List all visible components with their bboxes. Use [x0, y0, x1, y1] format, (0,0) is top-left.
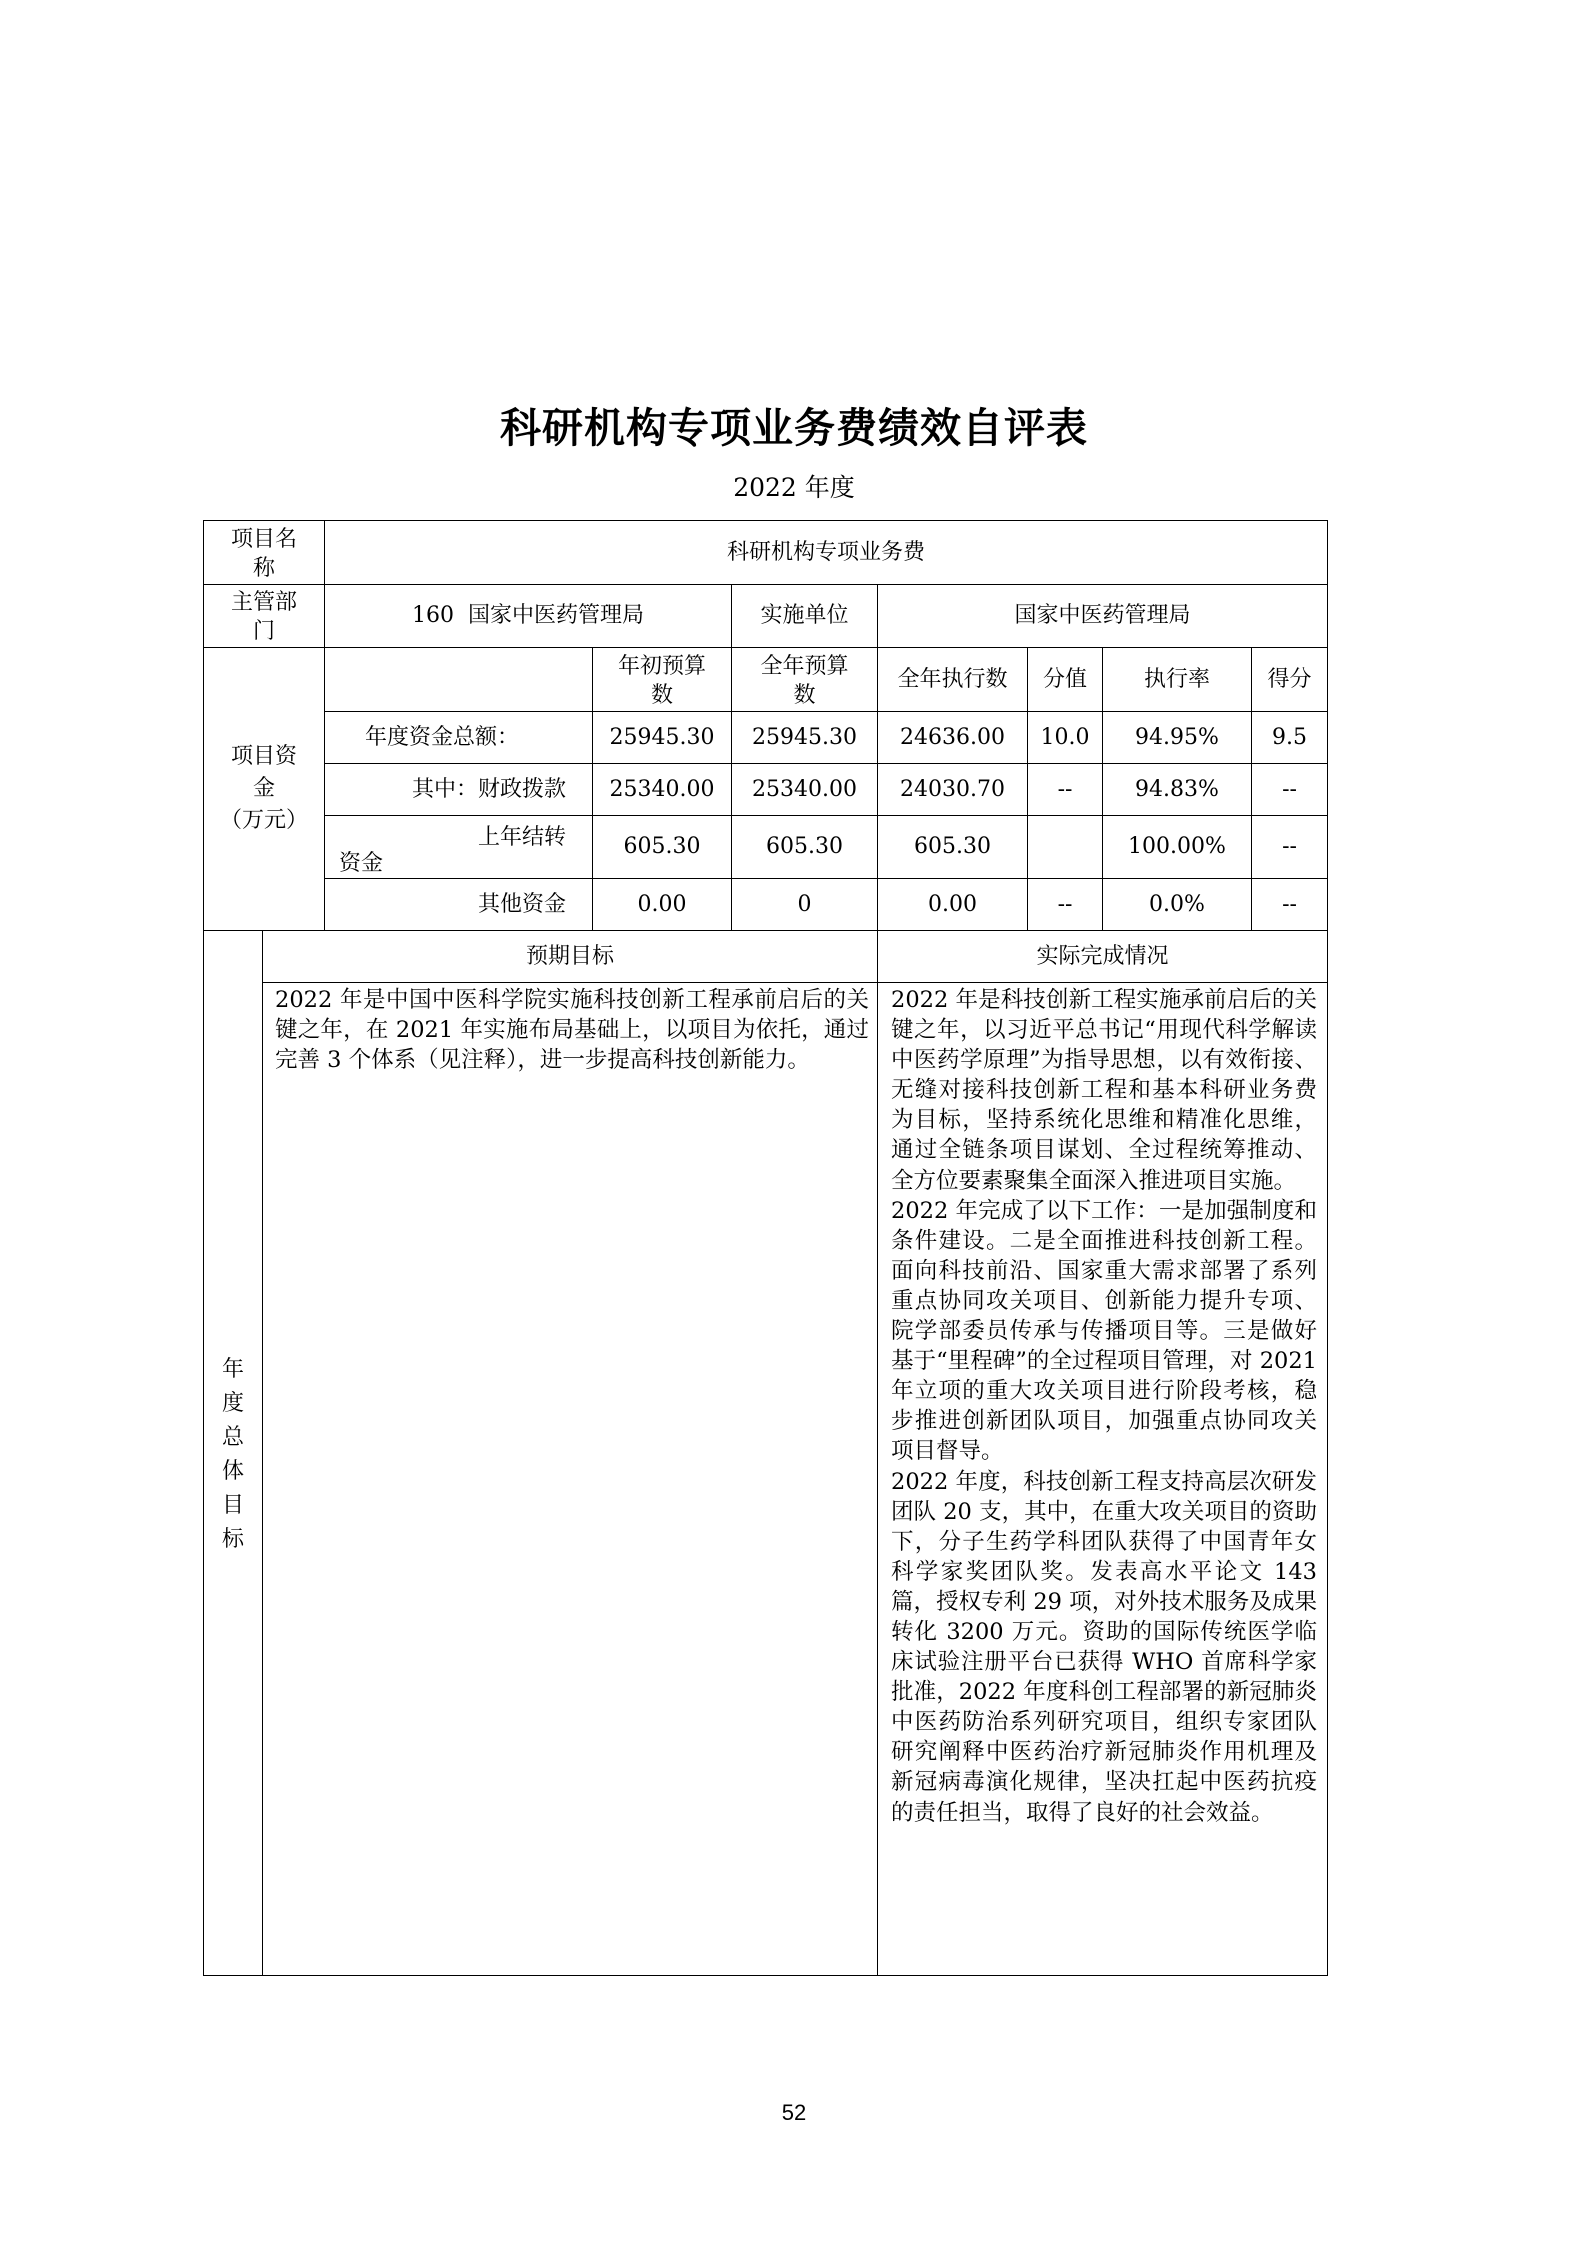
row-carryover-executed-value: 605.30	[914, 834, 991, 859]
header-initial-budget-line2: 数	[650, 682, 673, 708]
header-initial-budget-line1: 年初预算	[617, 653, 706, 679]
dept-value	[324, 584, 732, 648]
actual-result-paragraph-2: 2022 年完成了以下工作：一是加强制度和条件建设。二是全面推进科技创新工程。面向科技前沿、国家重大需求部署了系列重点协同攻关项目、创新能力提升专项、院学部委员传承与传播项目等。三是做好基于“里程碑”的全过程项目管理，对 2021 年立项的重大攻关项目进行阶段考核，稳步推进创新团队项目，加强重点协同攻关项目督导。	[891, 1197, 1317, 1465]
funds-label-line2: 金	[252, 776, 275, 801]
header-rate-text: 执行率	[1143, 666, 1210, 692]
project-name-value	[324, 520, 1328, 585]
expected-goal-header	[262, 930, 878, 983]
goals-side-char: 体	[221, 1459, 244, 1484]
row-fiscal-score-value	[1027, 763, 1103, 816]
row-total-executed	[877, 711, 1028, 764]
project-name-label-line2: 称	[252, 555, 275, 581]
header-annual-budget	[731, 647, 878, 712]
row-carryover-label-line2: 资金	[339, 851, 384, 876]
row-other-label-text: 其他资金	[477, 891, 566, 917]
impl-value-text: 国家中医药管理局	[1014, 603, 1191, 628]
actual-result-header-text: 实际完成情况	[1036, 943, 1169, 969]
header-rate	[1102, 647, 1252, 712]
impl-label	[731, 584, 878, 648]
dept-label	[203, 584, 325, 648]
row-fiscal-initial-value: 25340.00	[609, 776, 715, 802]
actual-result-header	[877, 930, 1328, 983]
row-fiscal-rate-value: 94.83%	[1135, 776, 1219, 802]
row-other-score-text: --	[1282, 891, 1297, 917]
project-name-label-line1: 项目名	[230, 526, 297, 552]
row-total-score-value-text: 10.0	[1040, 724, 1090, 750]
actual-result-text	[891, 985, 1317, 1828]
row-total-rate	[1102, 711, 1252, 764]
expected-goal-cell	[262, 982, 878, 1976]
header-score-text: 得分	[1267, 666, 1312, 692]
row-fiscal-label-text: 其中：财政拨款	[411, 776, 566, 802]
row-carryover-label	[324, 815, 593, 879]
document-title: 科研机构专项业务费绩效自评表	[500, 404, 1088, 452]
row-total-score	[1251, 711, 1328, 764]
goals-side-char: 标	[221, 1527, 244, 1552]
row-other-label	[324, 878, 593, 931]
impl-label-text: 实施单位	[760, 603, 849, 628]
row-other-score-value-text: --	[1057, 891, 1073, 917]
row-other-initial	[592, 878, 732, 931]
row-carryover-label-line1: 上年结转	[477, 825, 566, 850]
header-executed-text: 全年执行数	[897, 666, 1008, 692]
row-other-rate-value: 0.0%	[1149, 891, 1205, 917]
row-fiscal-score-text: --	[1282, 776, 1297, 802]
row-total-label	[324, 711, 593, 764]
row-carryover-initial	[592, 815, 732, 879]
dept-value-text: 160 国家中医药管理局	[412, 603, 644, 628]
row-total-annual-value: 25945.30	[752, 724, 857, 750]
expected-goal-paragraph: 2022 年是中国中医科学院实施科技创新工程承前启后的关键之年，在 2021 年实施布局基础上，以项目为依托，通过完善 3 个体系（见注释），进一步提高科技创新能力。	[275, 987, 869, 1074]
row-carryover-rate-value: 100.00%	[1128, 834, 1226, 859]
row-carryover-annual	[731, 815, 878, 879]
row-other-executed-value: 0.00	[928, 891, 977, 917]
funds-label-line1: 项目资	[230, 744, 297, 769]
goals-side-char: 总	[221, 1425, 244, 1450]
actual-result-paragraph-1: 2022 年是科技创新工程实施承前启后的关键之年，以习近平总书记“用现代科学解读中医药学原理”为指导思想，以有效衔接、无缝对接科技创新工程和基本科研业务费为目标，坚持系统化思维和精准化思维，通过全链条项目谋划、全过程统筹推动、全方位要素聚集全面深入推进项目实施。	[891, 987, 1317, 1194]
header-annual-budget-line1: 全年预算	[760, 653, 849, 679]
header-annual-budget-line2: 数	[793, 682, 816, 708]
row-fiscal-score	[1251, 763, 1328, 816]
row-other-annual	[731, 878, 878, 931]
page-number: 52	[781, 2100, 807, 2125]
row-other-score-value	[1027, 878, 1103, 931]
dept-label-line2: 门	[252, 619, 275, 644]
goals-side-char: 度	[221, 1391, 244, 1416]
row-carryover-score-value	[1027, 815, 1103, 879]
project-name-text: 科研机构专项业务费	[726, 539, 925, 565]
header-executed	[877, 647, 1028, 712]
row-fiscal-executed-value: 24030.70	[900, 776, 1005, 802]
row-fiscal-annual	[731, 763, 878, 816]
row-other-executed	[877, 878, 1028, 931]
row-fiscal-annual-value: 25340.00	[752, 776, 857, 802]
row-carryover-rate	[1102, 815, 1252, 879]
row-fiscal-label	[324, 763, 593, 816]
funds-label-line3: （万元）	[219, 808, 308, 833]
dept-label-line1: 主管部	[230, 590, 297, 615]
row-fiscal-initial	[592, 763, 732, 816]
goals-side-char: 目	[221, 1493, 244, 1518]
actual-result-paragraph-3: 2022 年度，科技创新工程支持高层次研发团队 20 支，其中，在重大攻关项目的资助下，分子生药学科团队获得了中国青年女科学家奖团队奖。发表高水平论文 143 篇，授权专利 29 项，对外技术服务及成果转化 3200 万元。资助的国际传统医学临床试验注册平台已获得 WHO 首席科学家批准，2022 年度科创工程部署的新冠肺炎中医药防治系列研究项目，组织专家团队研究阐释中医药治疗新冠肺炎作用机理及新冠病毒演化规律，坚决扛起中医药抗疫的责任担当，取得了良好的社会效益。	[891, 1468, 1317, 1826]
header-score-value	[1027, 647, 1103, 712]
row-fiscal-rate	[1102, 763, 1252, 816]
row-carryover-executed	[877, 815, 1028, 879]
row-other-score	[1251, 878, 1328, 931]
row-other-initial-value: 0.00	[637, 891, 687, 917]
header-initial-budget	[592, 647, 732, 712]
header-score	[1251, 647, 1328, 712]
row-other-rate	[1102, 878, 1252, 931]
row-total-annual	[731, 711, 878, 764]
row-total-score-text: 9.5	[1272, 724, 1307, 750]
row-carryover-initial-value: 605.30	[623, 834, 701, 859]
row-total-score-value	[1027, 711, 1103, 764]
project-name-label	[203, 520, 325, 585]
row-other-annual-value: 0	[797, 891, 812, 917]
row-fiscal-score-value-text: --	[1057, 776, 1073, 802]
row-carryover-annual-value: 605.30	[766, 834, 843, 859]
row-carryover-score	[1251, 815, 1328, 879]
row-carryover-score-text: --	[1282, 834, 1297, 859]
row-total-initial-value: 25945.30	[609, 724, 715, 750]
impl-value	[877, 584, 1328, 648]
row-fiscal-executed	[877, 763, 1028, 816]
header-score-value-text: 分值	[1042, 666, 1087, 692]
goals-side-char: 年	[221, 1357, 244, 1382]
funds-header-blank	[324, 647, 593, 712]
row-total-label-text: 年度资金总额：	[365, 724, 520, 750]
row-total-executed-value: 24636.00	[900, 724, 1005, 750]
expected-goal-header-text: 预期目标	[525, 943, 614, 969]
row-total-rate-value: 94.95%	[1135, 724, 1219, 750]
expected-goal-text	[275, 985, 869, 1075]
row-total-initial	[592, 711, 732, 764]
document-subtitle: 2022 年度	[733, 473, 855, 502]
goals-side-label	[203, 930, 263, 1976]
funds-label	[203, 647, 325, 931]
